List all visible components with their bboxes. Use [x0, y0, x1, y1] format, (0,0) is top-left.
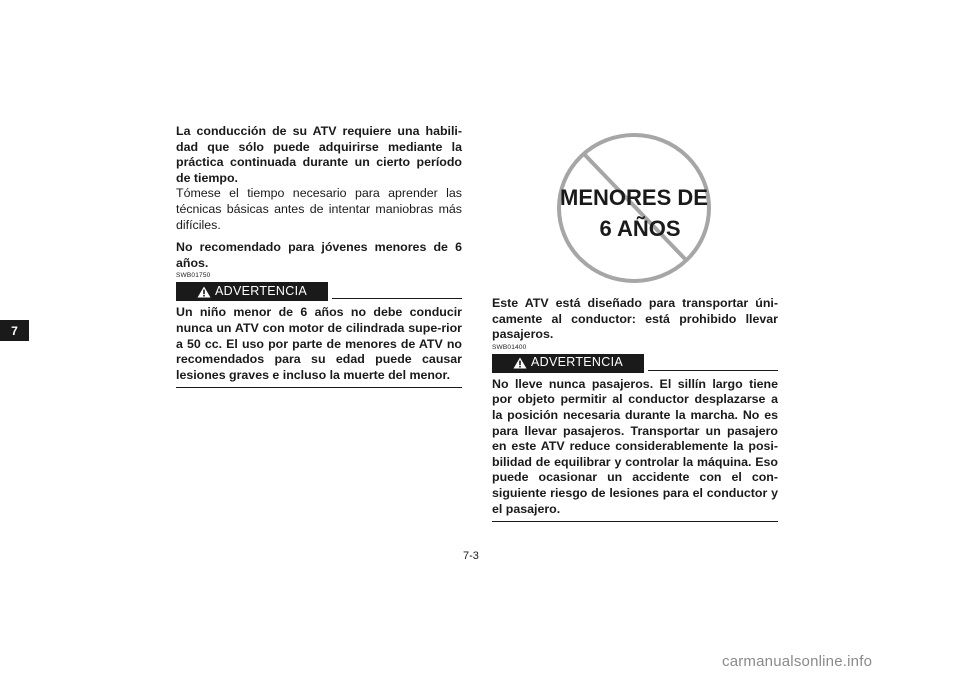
warning-rule	[648, 370, 778, 371]
warning-end-rule	[176, 387, 462, 388]
warning-triangle-icon	[197, 286, 211, 298]
reference-code: SWB01750	[176, 272, 211, 280]
watermark: carmanualsonline.info	[722, 653, 873, 670]
warning-rule	[332, 298, 462, 299]
left-column	[176, 124, 462, 388]
warning-label: ADVERTENCIA	[531, 355, 623, 370]
sign-line-1: MENORES DE	[560, 185, 708, 210]
warning-header	[176, 281, 462, 301]
page-number: 7-3	[463, 550, 479, 562]
warning-text: Un niño menor de 6 años no debe conducir nunca un ATV con motor de cilindrada supe-rior a 50 cc. El uso por parte de menores de ATV no recomendados para su edad puede causar lesiones graves e incluso la muerte del menor.	[176, 305, 462, 382]
intro-bold-paragraph: La conducción de su ATV requiere una habili-dad que sólo puede adquirirse mediante la práctica continuada durante un cierto período de tiempo.	[176, 124, 462, 185]
intro-paragraph: Tómese el tiempo necesario para aprender las técnicas básicas antes de intentar maniobras más difíciles.	[176, 186, 462, 232]
chapter-tab: 7	[0, 320, 29, 341]
no-minors-sign	[548, 130, 720, 286]
section-heading-age: No recomendado para jóvenes menores de 6 años.	[176, 240, 462, 270]
warning-badge	[492, 354, 644, 373]
warning-header	[492, 353, 778, 373]
sign-line-2: 6 AÑOS	[599, 216, 681, 241]
warning-text: No lleve nunca pasajeros. El sillín largo tiene por objeto permitir al conductor desplazarse a la posición necesaria durante la marcha. No es para llevar pasajeros. Transportar un pasajero en este ATV reduce considerablemente la posi-bilidad de equilibrar y controlar la máquina. Eso puede ocasionar un accidente con el con-siguiente riesgo de lesiones para el conductor y el pasajero.	[492, 376, 778, 516]
warning-badge	[176, 282, 328, 301]
right-column	[492, 296, 778, 522]
reference-code: SWB01400	[492, 343, 527, 351]
warning-end-rule	[492, 521, 778, 522]
warning-label: ADVERTENCIA	[215, 284, 307, 299]
section-heading-passengers: Este ATV está diseñado para transportar úni-camente al conductor: está prohibido llevar pasajeros.	[492, 296, 778, 342]
warning-triangle-icon	[513, 357, 527, 369]
